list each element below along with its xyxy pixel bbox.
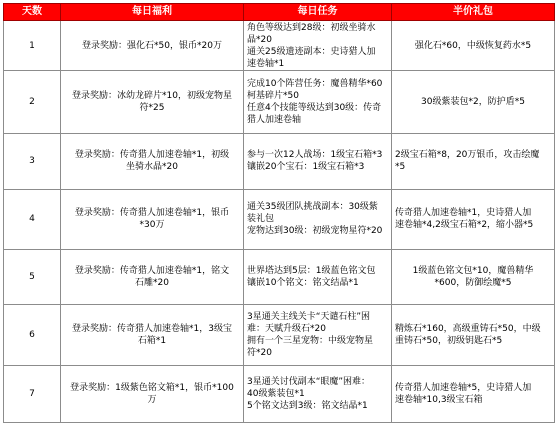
welfare-cell-line: 登录奖励：传奇猎人加速卷轴*1，铭文: [74, 265, 230, 276]
task-cell-line: 晶*20: [247, 34, 272, 45]
welfare-cell: [61, 71, 244, 134]
pack-cell: [392, 21, 555, 71]
pack-cell: [392, 189, 555, 250]
header-daily-task: 每日任务: [244, 4, 392, 21]
task-cell-line: 参与一次12人战场：1级宝石箱*3: [247, 150, 383, 161]
task-cell: [244, 189, 392, 250]
table-body: [4, 21, 555, 423]
task-cell: [244, 134, 392, 190]
welfare-cell-line: 石雕*20: [135, 277, 169, 288]
welfare-cell: [61, 189, 244, 250]
task-cell-line: 难：天赋升级石*20: [247, 324, 326, 335]
table-row: [4, 189, 555, 250]
task-cell-line: 速卷轴*1: [247, 58, 285, 69]
table-row: [4, 21, 555, 71]
task-cell-line: 镶嵌20个宝石：1级宝石箱*3: [247, 162, 365, 173]
day-cell: 1: [4, 21, 61, 71]
welfare-cell-line: *30万: [139, 220, 165, 231]
pack-cell: [392, 134, 555, 190]
day-cell: 2: [4, 71, 61, 134]
welfare-cell-line: 登录奖励：冰幼龙碎片*10，初级宠物星: [72, 91, 232, 102]
welfare-cell-line: 万: [147, 395, 157, 406]
task-cell-line: 3星通关讨伐副本“眼魔”困难：: [247, 377, 371, 388]
pack-cell-line: *5: [395, 162, 406, 173]
welfare-cell-line: 符*25: [139, 103, 165, 114]
welfare-cell-line: 登录奖励：强化石*50，银币*20万: [82, 40, 222, 51]
pack-cell-line: 1级蓝色铭文包*10，魔兽精华: [412, 265, 534, 276]
pack-cell-line: 传奇猎人加速卷轴*5，史诗猎人加: [395, 383, 532, 394]
pack-cell-line: 传奇猎人加速卷轴*1，史诗猎人加: [395, 208, 532, 219]
pack-cell: [392, 250, 555, 304]
header-daily-welfare: 每日福利: [61, 4, 244, 21]
welfare-cell-line: 登录奖励：传奇猎人加速卷轴*1，银币: [74, 208, 230, 219]
day-cell: 6: [4, 304, 61, 366]
task-cell: [244, 304, 392, 366]
pack-cell-line: 强化石*60，中级恢复药水*5: [414, 40, 532, 51]
welfare-cell-line: 登录奖励：传奇猎人加速卷轴*1，3级宝: [72, 324, 232, 335]
task-cell: [244, 366, 392, 423]
day-cell: 4: [4, 189, 61, 250]
task-cell-line: 拥有一个三星宠物：中级宠物星: [247, 336, 374, 347]
pack-cell-line: 2级宝石箱*8，20万银币，攻击绘魔: [395, 150, 540, 161]
task-cell-line: 符*20: [247, 348, 272, 359]
task-cell-line: 任意4个技能等级达到30级：传奇: [247, 103, 382, 114]
task-cell-line: 通关35级团队挑战副本：30级紫: [247, 202, 378, 213]
header-row: [4, 4, 555, 21]
welfare-cell-line: 登录奖励：传奇猎人加速卷轴*1，初级: [74, 150, 230, 161]
task-cell-line: 5个铭文达到3级：铭文结晶*1: [247, 401, 368, 412]
header-half-price-pack: 半价礼包: [392, 4, 555, 21]
welfare-cell: [61, 134, 244, 190]
welfare-cell-line: 登录奖励：1级紫色铭文箱*1，银币*100: [70, 383, 234, 394]
pack-cell: [392, 366, 555, 423]
task-cell: [244, 71, 392, 134]
table-row: [4, 250, 555, 304]
task-cell-line: 猎人加速卷轴: [247, 115, 302, 126]
task-cell-line: 3星通关主线关卡“天谴石柱”困: [247, 312, 371, 323]
pack-cell-line: 30级紫装包*2，防护盾*5: [421, 97, 525, 108]
task-cell-line: 世界塔达到5层：1级蓝色铭文包: [247, 265, 376, 276]
welfare-cell: [61, 21, 244, 71]
task-cell-line: 完成10个阵营任务：魔兽精华*60: [247, 79, 383, 90]
pack-cell-line: 重铸石*50，初级钥匙石*5: [395, 336, 503, 347]
table-row: [4, 304, 555, 366]
task-cell-line: 角色等级达到28级：初级坐骑水: [247, 22, 376, 33]
pack-cell-line: *600，防御绘魔*5: [434, 277, 512, 288]
task-cell-line: 装礼包: [247, 214, 275, 225]
task-cell-line: 宠物达到30级：初级宠物星符*20: [247, 226, 383, 237]
pack-cell: [392, 71, 555, 134]
welfare-cell: [61, 250, 244, 304]
task-cell-line: 镶嵌10个铭文：铭文结晶*1: [247, 277, 359, 288]
pack-cell-line: 精炼石*160，高级重铸石*50，中级: [395, 324, 541, 335]
table-row: [4, 71, 555, 134]
table-row: [4, 366, 555, 423]
welfare-cell-line: 坐骑水晶*20: [126, 162, 178, 173]
pack-cell-line: 速卷轴*4,2级宝石箱*2，缩小器*5: [395, 220, 534, 231]
header-day: 天数: [4, 4, 61, 21]
pack-cell: [392, 304, 555, 366]
welfare-cell-line: 石箱*1: [137, 336, 167, 347]
welfare-cell: [61, 366, 244, 423]
task-cell: [244, 21, 392, 71]
day-cell: 5: [4, 250, 61, 304]
pack-cell-line: 速卷轴*10,3级宝石箱: [395, 395, 483, 406]
day-cell: 7: [4, 366, 61, 423]
welfare-cell: [61, 304, 244, 366]
task-cell-line: 通关25级遗迹副本：史诗猎人加: [247, 46, 376, 57]
daily-rewards-table: [3, 3, 555, 423]
table-row: [4, 134, 555, 190]
task-cell-line: 40级紫装包*1: [247, 389, 305, 400]
task-cell: [244, 250, 392, 304]
day-cell: 3: [4, 134, 61, 190]
task-cell-line: 柯基碎片*50: [247, 91, 299, 102]
